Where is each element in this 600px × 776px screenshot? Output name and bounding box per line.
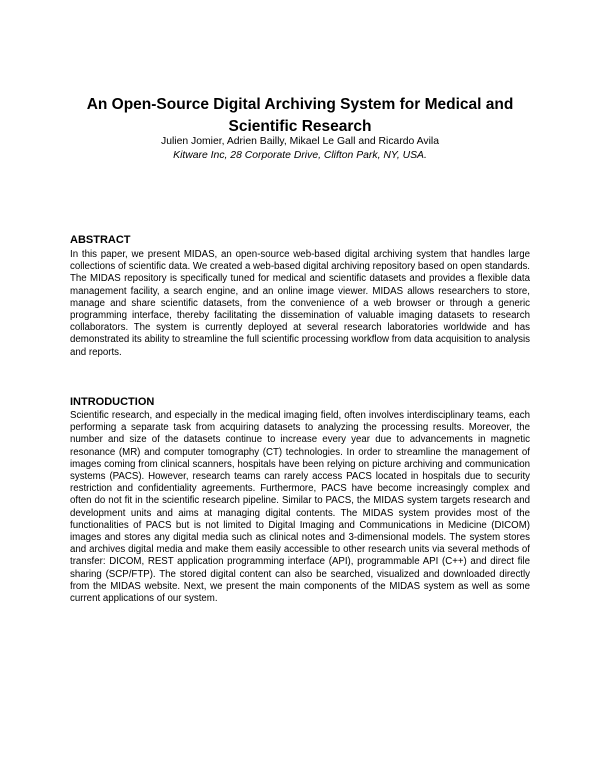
abstract-heading: ABSTRACT [70,234,131,246]
affiliation: Kitware Inc, 28 Corporate Drive, Clifton Park, NY, USA. [173,150,427,161]
author-list: Julien Jomier, Adrien Bailly, Mikael Le Gall and Ricardo Avila [161,136,439,147]
paper-title: An Open-Source Digital Archiving System for Medical and Scientific Research [86,96,514,135]
introduction-text: Scientific research, and especially in the medical imaging field, often involves interdisciplinary teams, each performing a separate task from acquiring datasets to analyzing the processing results. Moreover, the number and size of the datasets continue to increase every year due to advancements in magnetic resonance (MR) and computer tomography (CT) technologies. In order to streamline the management of images coming from clinical scanners, hospitals have been relying on picture archiving and communication systems (PACS). However, research teams can rarely access PACS located in hospitals due to security restriction and confidentiality agreements. Furthermore, PACS have become increasingly complex and often do not fit in the scientific research pipeline. Similar to PACS, the MIDAS system targets research and development units and aims at managing digital contents. The MIDAS system provides most of the functionalities of PACS but is not limited to Digital Imaging and Communications in Medicine (DICOM) images and stores any digital media such as clinical notes and 3-dimensional models. The system stores and archives digital media and make them easily accessible to other research units via several methods of transfer: DICOM, REST application programming interface (API), programmable API (C++) and direct file sharing (SCP/FTP). The stored digital content can also be searched, visualized and downloaded directly from the MIDAS website. Next, we present the main components of the MIDAS system as well as some current applications of our system. [70,410,530,605]
abstract-text: In this paper, we present MIDAS, an open-source web-based digital archiving system that handles large collections of scientific data. We created a web-based digital archiving repository based on open standards. The MIDAS repository is specifically tuned for medical and scientific datasets and provides a flexible data management facility, a search engine, and an online image viewer. MIDAS allows researchers to store, manage and share scientific datasets, from the convenience of a web browser or through a generic programming interface, thereby facilitating the dissemination of valuable imaging datasets to research collaborators. The system is currently deployed at several research laboratories worldwide and has demonstrated its ability to streamline the full scientific processing workflow from data acquisition to analysis and reports. [70,249,530,358]
introduction-heading: INTRODUCTION [70,396,155,408]
